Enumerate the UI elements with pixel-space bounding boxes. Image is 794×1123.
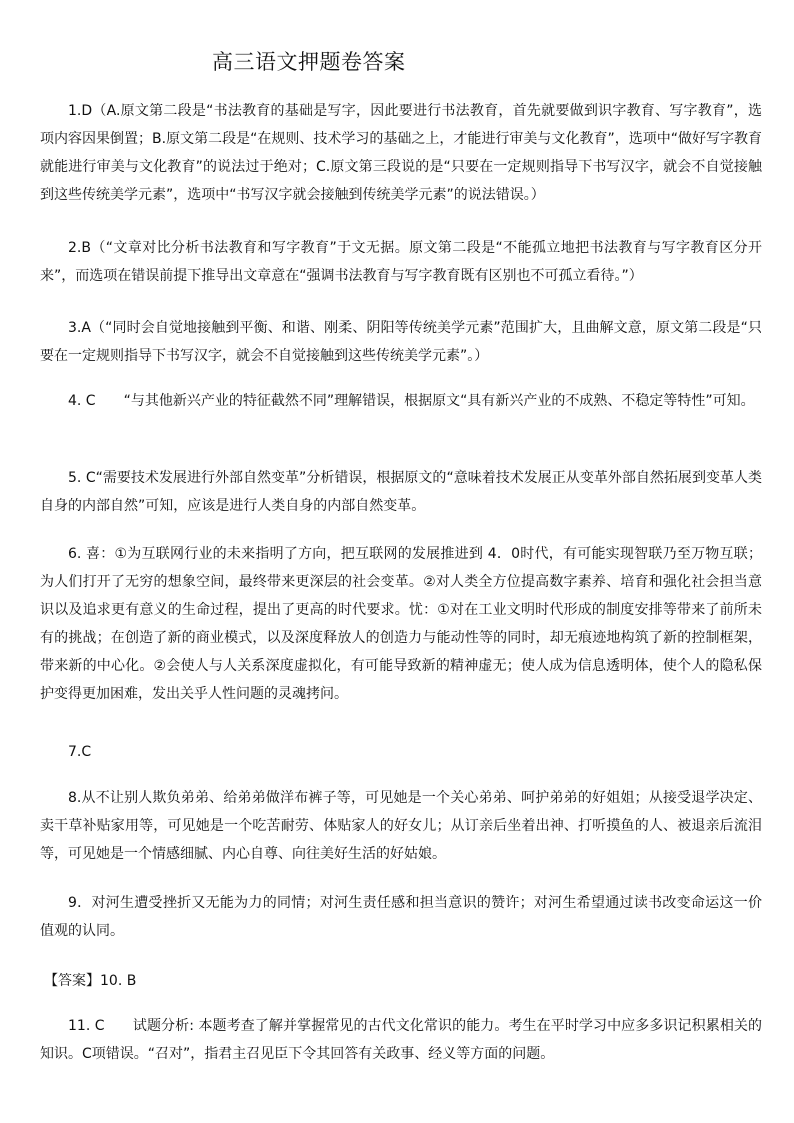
answer-6: 6. 喜：①为互联网行业的未来指明了方向，把互联网的发展推进到 4．0时代，有可能实现智联乃至万物互联；为人们打开了无穷的想象空间，最终带来更深层的社会变革。②对人类全方位提高数字素养、培育和强化社会担当意识以及追求更有意义的生命过程，提出了更高的时代要求。忧：①对在工业文明时代形成的制度安排等带来了前所未有的挑战；在创造了新的商业模式，以及深度释放人的创造力与能动性等的同时，却无痕迹地构筑了新的控制框架，带来新的中心化。②会使人与人关系深度虚拟化，有可能导致新的精神虚无；使人成为信息透明体，使个人的隐私保护变得更加困难，发出关乎人性问题的灵魂拷问。 — [40, 546, 762, 702]
answer-1: 1.D（A.原文第二段是“书法教育的基础是写字，因此要进行书法教育，首先就要做到识字教育、写字教育”，选项内容因果倒置；B.原文第二段是“在规则、技术学习的基础之上，才能进行审美与文化教育”，选项中“做好写字教育就能进行审美与文化教育”的说法过于绝对；C.原文第三段说的是“只要在一定规则指导下书写汉字，就会不自觉接触到这些传统美学元素”，选项中“书写汉字就会接触到传统美学元素”的说法错误。） — [40, 103, 762, 203]
answer-10: 【答案】10. B — [44, 973, 137, 989]
answer-8: 8.从不让别人欺负弟弟、给弟弟做洋布裤子等，可见她是一个关心弟弟、呵护弟弟的好姐姐；从接受退学决定、卖干草补贴家用等，可见她是一个吃苦耐劳、体贴家人的好女儿；从订亲后坐着出神、打听摸鱼的人、被退亲后流泪等，可见她是一个情感细腻、内心自尊、向往美好生活的好姑娘。 — [40, 790, 762, 862]
answer-3: 3.A（“同时会自觉地接触到平衡、和谐、刚柔、阴阳等传统美学元素”范围扩大，且曲解文意，原文第二段是“只要在一定规则指导下书写汉字，就会不自觉接触到这些传统美学元素”。） — [40, 320, 762, 364]
answer-2: 2.B（“文章对比分析书法教育和写字教育”于文无据。原文第二段是“不能孤立地把书法教育与写字教育区分开来”，而选项在错误前提下推导出文章意在“强调书法教育与写字教育既有区别也不可孤立看待。”） — [40, 240, 762, 284]
answer-7: 7.C — [68, 744, 92, 760]
document-title: 高三语文押题卷答案 — [212, 50, 406, 74]
answer-9: 9．对河生遭受挫折又无能为力的同情；对河生责任感和担当意识的赞许；对河生希望通过读书改变命运这一价值观的认同。 — [40, 895, 762, 939]
answer-5: 5. C“需要技术发展进行外部自然变革”分析错误，根据原文的“意味着技术发展正从变革外部自然拓展到变革人类自身的内部自然”可知，应该是进行人类自身的内部自然变革。 — [40, 470, 762, 514]
answer-4: 4. C “与其他新兴产业的特征截然不同”理解错误，根据原文“具有新兴产业的不成熟、不稳定等特性”可知。 — [68, 393, 755, 409]
answer-11: 11. C 试题分析: 本题考查了解并掌握常见的古代文化常识的能力。考生在平时学习中应多多识记积累相关的知识。C项错误。“召对”，指君主召见臣下令其回答有关政事、经义等方面的问题。 — [40, 1018, 762, 1062]
